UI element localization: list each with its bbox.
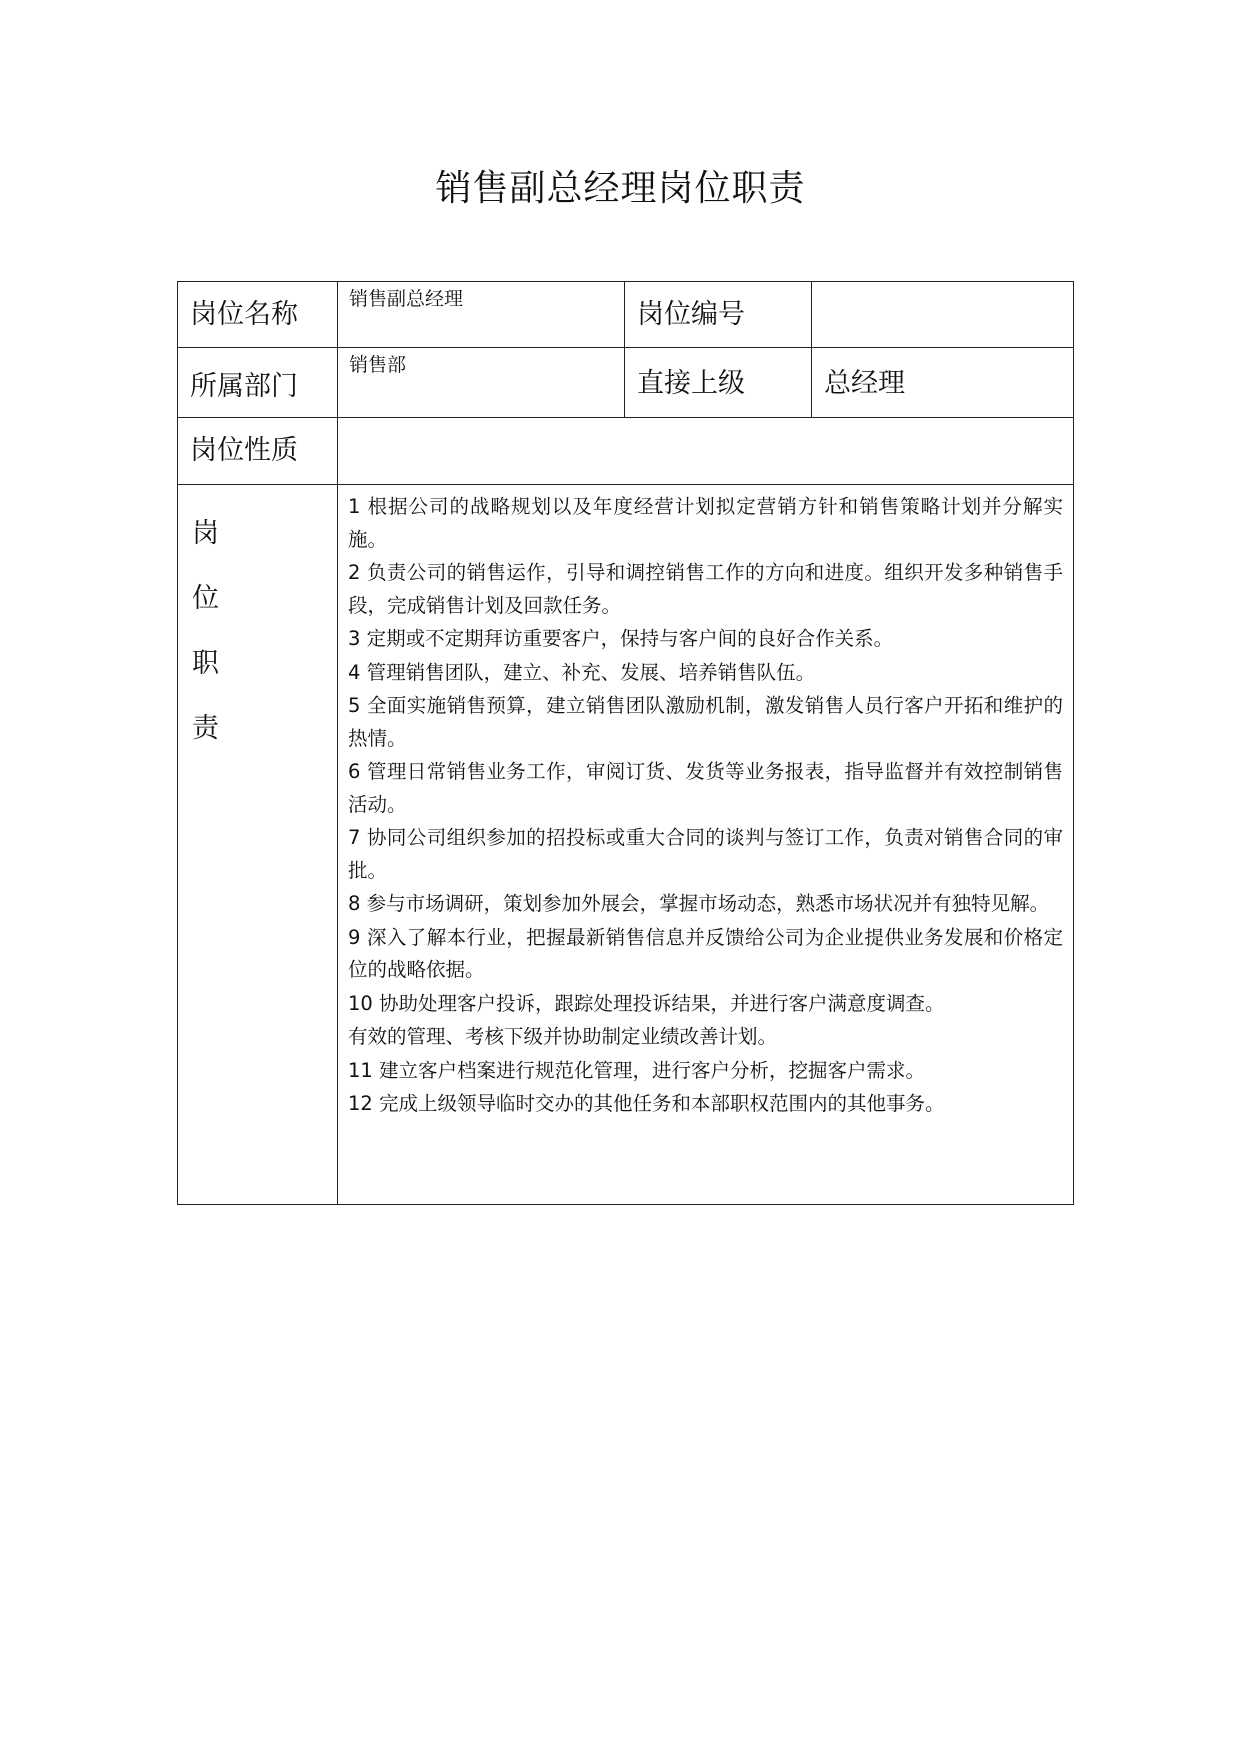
duty-item: 有效的管理、考核下级并协助制定业绩改善计划。 bbox=[348, 1025, 778, 1048]
duty-item: 12 完成上级领导临时交办的其他任务和本部职权范围内的其他事务。 bbox=[348, 1092, 945, 1115]
duty-item: 2 负责公司的销售运作，引导和调控销售工作的方向和进度。组织开发多种销售手段，完成销售计划及回款任务。 bbox=[348, 561, 1063, 617]
duties-label-char: 责 bbox=[192, 713, 219, 744]
position-name-label: 岗位名称 bbox=[190, 299, 298, 330]
duty-item: 4 管理销售团队，建立、补充、发展、培养销售队伍。 bbox=[348, 660, 816, 684]
direct-superior-label-cell bbox=[625, 348, 812, 418]
direct-superior-label: 直接上级 bbox=[637, 368, 745, 399]
position-code-label: 岗位编号 bbox=[637, 299, 745, 330]
duties-label-cell bbox=[178, 485, 338, 1205]
job-description-table bbox=[177, 281, 1074, 1205]
duty-item: 1 根据公司的战略规划以及年度经营计划拟定营销方针和销售策略计划并分解实施。 bbox=[348, 495, 1063, 551]
duty-item: 6 管理日常销售业务工作，审阅订货、发货等业务报表，指导监督并有效控制销售活动。 bbox=[348, 760, 1063, 816]
position-nature-label: 岗位性质 bbox=[190, 435, 298, 466]
direct-superior-value-cell bbox=[812, 348, 1074, 418]
table-row-department bbox=[178, 348, 1074, 418]
position-code-value-cell bbox=[812, 282, 1074, 348]
department-value-cell bbox=[338, 348, 625, 418]
table-row-duties bbox=[178, 485, 1074, 1205]
duty-item: 3 定期或不定期拜访重要客户，保持与客户间的良好合作关系。 bbox=[348, 627, 894, 650]
table-row-position-nature bbox=[178, 418, 1074, 485]
position-code-label-cell bbox=[625, 282, 812, 348]
duties-list-cell bbox=[338, 485, 1074, 1205]
position-name-value: 销售副总经理 bbox=[349, 288, 464, 310]
duty-item: 5 全面实施销售预算，建立销售团队激励机制，激发销售人员行客户开拓和维护的热情。 bbox=[348, 694, 1063, 750]
duties-label bbox=[178, 485, 337, 761]
duty-item: 7 协同公司组织参加的招投标或重大合同的谈判与签订工作，负责对销售合同的审批。 bbox=[348, 826, 1063, 882]
duties-list bbox=[338, 485, 1073, 1121]
duties-label-char: 岗 bbox=[192, 518, 219, 549]
position-nature-value-cell bbox=[338, 418, 1074, 485]
duties-label-char: 位 bbox=[192, 583, 219, 614]
position-nature-value bbox=[338, 418, 1073, 423]
position-name-label-cell bbox=[178, 282, 338, 348]
duty-item: 10 协助处理客户投诉，跟踪处理投诉结果，并进行客户满意度调查。 bbox=[348, 991, 945, 1015]
document-title: 销售副总经理岗位职责 bbox=[435, 168, 806, 209]
department-value: 销售部 bbox=[349, 354, 407, 376]
direct-superior-value: 总经理 bbox=[824, 368, 905, 399]
department-label-cell bbox=[178, 348, 338, 418]
position-code-value bbox=[812, 282, 1073, 297]
duty-item: 11 建立客户档案进行规范化管理，进行客户分析，挖掘客户需求。 bbox=[348, 1058, 926, 1082]
department-label: 所属部门 bbox=[190, 371, 298, 402]
duties-label-char: 职 bbox=[192, 648, 219, 679]
position-name-value-cell bbox=[338, 282, 625, 348]
table-row-position-name bbox=[178, 282, 1074, 348]
position-nature-label-cell bbox=[178, 418, 338, 485]
duty-item: 9 深入了解本行业，把握最新销售信息并反馈给公司为企业提供业务发展和价格定位的战略依据。 bbox=[348, 925, 1063, 981]
duty-item: 8 参与市场调研，策划参加外展会，掌握市场动态，熟悉市场状况并有独特见解。 bbox=[348, 892, 1050, 915]
